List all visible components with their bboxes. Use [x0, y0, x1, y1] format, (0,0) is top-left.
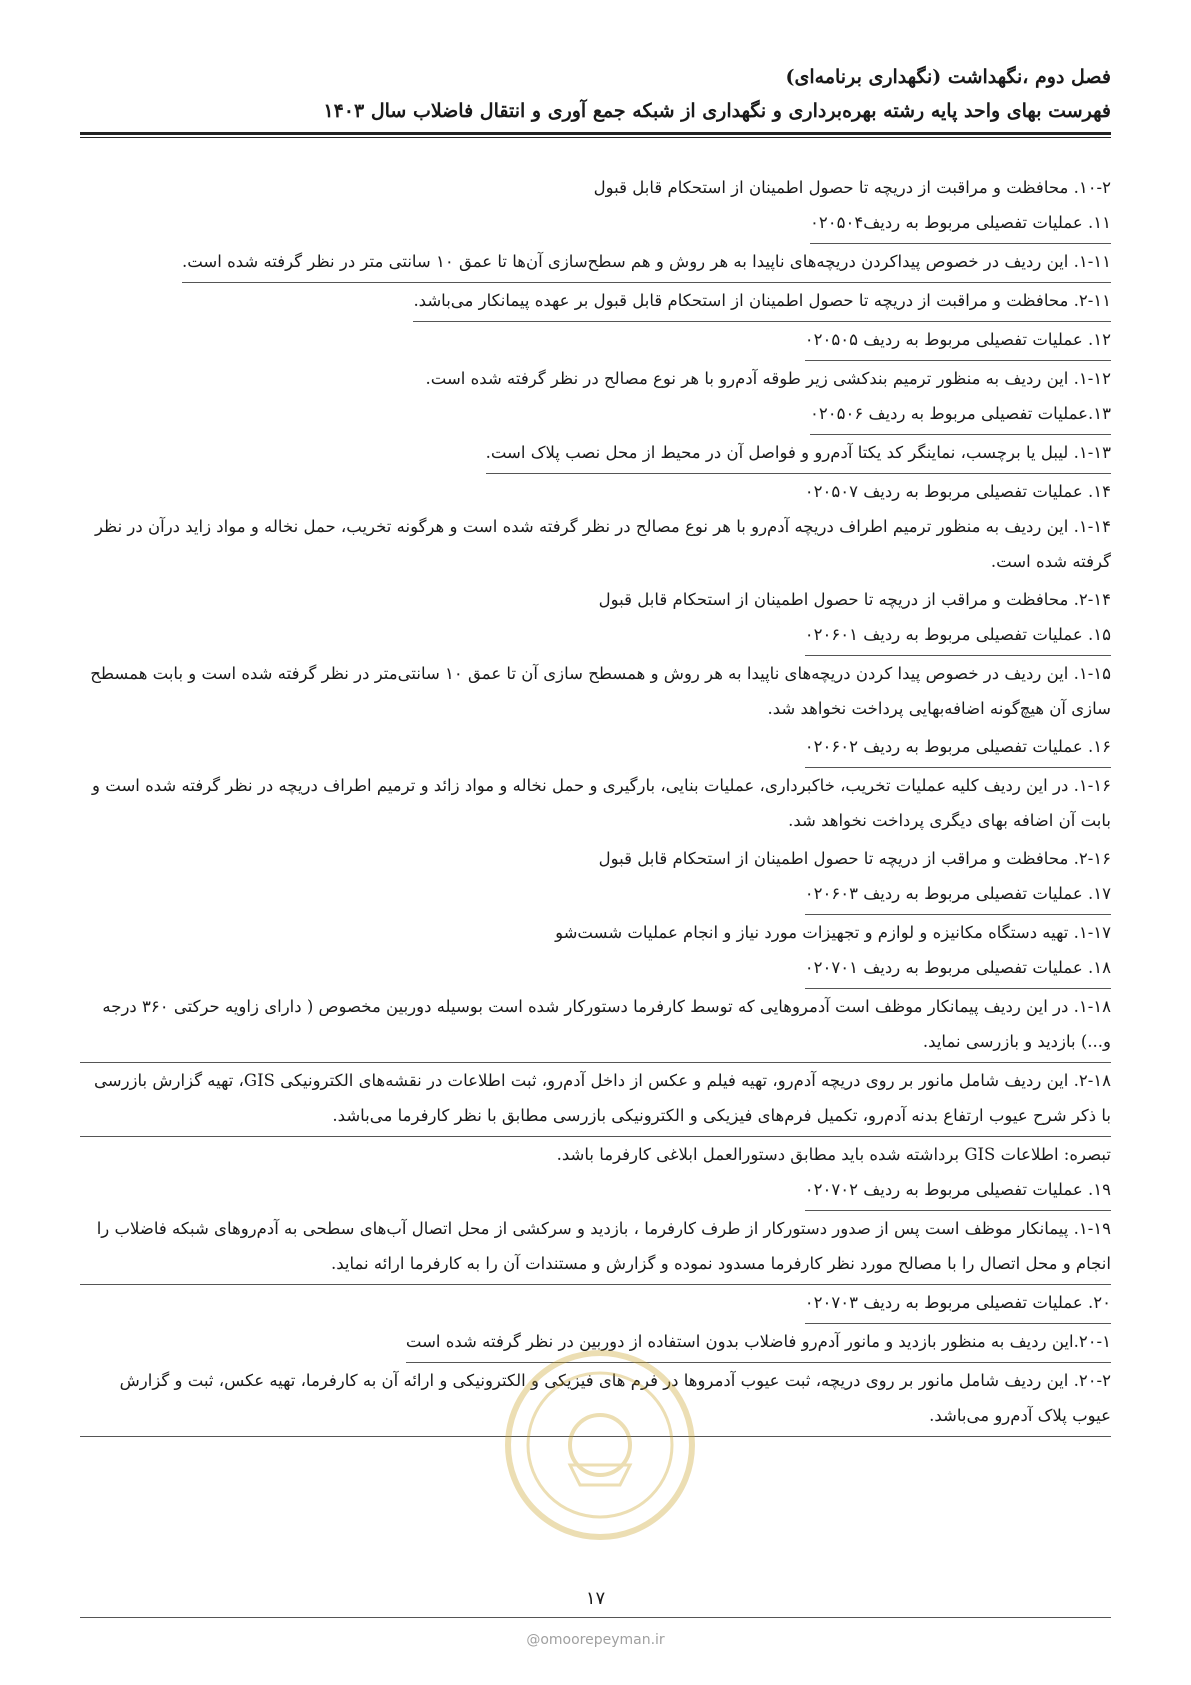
- section-heading: ۱۸. عملیات تفصیلی مربوط به ردیف ۰۲۰۷۰۱: [805, 950, 1111, 989]
- header-divider-thick: [80, 132, 1111, 135]
- footer-divider: [80, 1617, 1111, 1618]
- section-heading: ۲۰. عملیات تفصیلی مربوط به ردیف ۰۲۰۷۰۳: [805, 1285, 1111, 1324]
- paragraph: ۱-۱۷. تهیه دستگاه مکانیزه و لوازم و تجهیزات مورد نیاز و انجام عملیات شست‌شو: [555, 923, 1111, 942]
- page-header: [80, 60, 1111, 128]
- paragraph: ۲-۱۴. محافظت و مراقب از دریچه تا حصول اطمینان از استحکام قابل قبول: [598, 590, 1111, 609]
- seal-watermark: [500, 1345, 700, 1545]
- paragraph: ۲۰-۱.این ردیف به منظور بازدید و مانور آدم‌رو فاضلاب بدون استفاده از دوربین در نظر گرفته شده است: [406, 1324, 1111, 1363]
- paragraph: ۲-۱۸. این ردیف شامل مانور بر روی دریچه آدم‌رو، تهیه فیلم و عکس از داخل آدم‌رو، ثبت اطلاعات در نقشه‌های الکترونیکی GIS، تهیه گزارش بازرسی با ذکر شرح عیوب ارتفاع بدنه آدم‌رو، تکمیل فرم‌های فیزیکی و الکترونیکی بازرسی مطابق با نظر کارفرما می‌باشد.: [80, 1063, 1111, 1137]
- section-heading: ۱۱. عملیات تفصیلی مربوط به ردیف۰۲۰۵۰۴: [810, 205, 1111, 244]
- watermark-url: @omoorepeyman.ir: [526, 1632, 665, 1648]
- paragraph: ۲-۱۶. محافظت و مراقب از دریچه تا حصول اطمینان از استحکام قابل قبول: [598, 849, 1111, 868]
- paragraph: ۲-۱۱. محافظت و مراقبت از دریچه تا حصول اطمینان از استحکام قابل قبول بر عهده پیمانکار می‌باشد.: [413, 283, 1111, 322]
- paragraph: ۱-۱۵. این ردیف در خصوص پیدا کردن دریچه‌های ناپیدا به هر روش و همسطح سازی آن تا عمق ۱۰ سانتی‌متر در نظر گرفته شده است و بابت همسطح سازی آن هیچ‌گونه اضافه‌بهایی پرداخت نخواهد شد.: [90, 664, 1111, 718]
- paragraph: ۱-۱۱. این ردیف در خصوص پیداکردن دریچه‌های ناپیدا به هر روش و هم سطح‌سازی آن‌ها تا عمق ۱۰ سانتی متر در نظر گرفته شده است.: [182, 244, 1111, 283]
- section-heading: ۱۹. عملیات تفصیلی مربوط به ردیف ۰۲۰۷۰۲: [805, 1172, 1111, 1211]
- paragraph: ۱-۱۳. لیبل یا برچسب، نماینگر کد یکتا آدم‌رو و فواصل آن در محیط از محل نصب پلاک است.: [486, 435, 1111, 474]
- paragraph: ۱-۱۲. این ردیف به منظور ترمیم بندکشی زیر طوقه آدم‌رو با هر نوع مصالح در نظر گرفته شده است.: [425, 369, 1111, 388]
- document-title: فهرست بهای واحد پایه رشته بهره‌برداری و نگهداری از شبکه جمع آوری و انتقال فاضلاب سال ۱۴۰۳: [323, 100, 1111, 122]
- section-heading: ۱۴. عملیات تفصیلی مربوط به ردیف ۰۲۰۵۰۷: [804, 482, 1111, 501]
- paragraph: ۲۰-۲. این ردیف شامل مانور بر روی دریچه، ثبت عیوب آدمروها در فرم های فیزیکی و الکترونیکی و ارائه آن به کارفرما، تهیه عکس، ثبت و گزارش عیوب پلاک آدم‌رو می‌باشد.: [80, 1363, 1111, 1437]
- section-heading: ۱۶. عملیات تفصیلی مربوط به ردیف ۰۲۰۶۰۲: [805, 729, 1111, 768]
- paragraph: ۱۰-۲. محافظت و مراقبت از دریچه تا حصول اطمینان از استحکام قابل قبول: [593, 178, 1111, 197]
- paragraph: ۱-۱۸. در این ردیف پیمانکار موظف است آدمروهایی که توسط کارفرما دستورکار شده است بوسیله دوربین مخصوص ( دارای زاویه حرکتی ۳۶۰ درجه و...) بازدید و بازرسی نماید.: [80, 989, 1111, 1063]
- page-number: ۱۷: [585, 1588, 606, 1609]
- document-body: [80, 170, 1111, 1437]
- header-divider-thin: [80, 137, 1111, 138]
- paragraph: ۱-۱۶. در این ردیف کلیه عملیات تخریب، خاکبرداری، عملیات بنایی، بارگیری و حمل نخاله و مواد زائد و ترمیم اطراف دریچه در نظر گرفته شده است و بابت آن اضافه بهای دیگری پرداخت نخواهد شد.: [92, 776, 1111, 830]
- chapter-heading: فصل دوم ،نگهداشت (نگهداری برنامه‌ای): [785, 66, 1111, 88]
- note-paragraph: تبصره: اطلاعات GIS برداشته شده باید مطابق دستورالعمل ابلاغی کارفرما باشد.: [556, 1145, 1111, 1164]
- paragraph: ۱-۱۴. این ردیف به منظور ترمیم اطراف دریچه آدم‌رو با هر نوع مصالح در نظر گرفته شده است و هرگونه تخریب، حمل نخاله و مواد زاید درآن در نظر گرفته شده است.: [94, 517, 1111, 571]
- section-heading: ۱۲. عملیات تفصیلی مربوط به ردیف ۰۲۰۵۰۵: [805, 322, 1111, 361]
- section-heading: ۱۷. عملیات تفصیلی مربوط به ردیف ۰۲۰۶۰۳: [805, 876, 1111, 915]
- section-heading: ۱۳.عملیات تفصیلی مربوط به ردیف ۰۲۰۵۰۶: [810, 396, 1111, 435]
- section-heading: ۱۵. عملیات تفصیلی مربوط به ردیف ۰۲۰۶۰۱: [805, 617, 1111, 656]
- paragraph: ۱-۱۹. پیمانکار موظف است پس از صدور دستورکار از طرف کارفرما ، بازدید و سرکشی از محل اتصال آب‌های سطحی به آدم‌روهای شبکه فاضلاب را انجام و محل اتصال را با مصالح مورد نظر کارفرما مسدود نموده و گزارش و مستندات آن را به کارفرما ارائه نماید.: [80, 1211, 1111, 1285]
